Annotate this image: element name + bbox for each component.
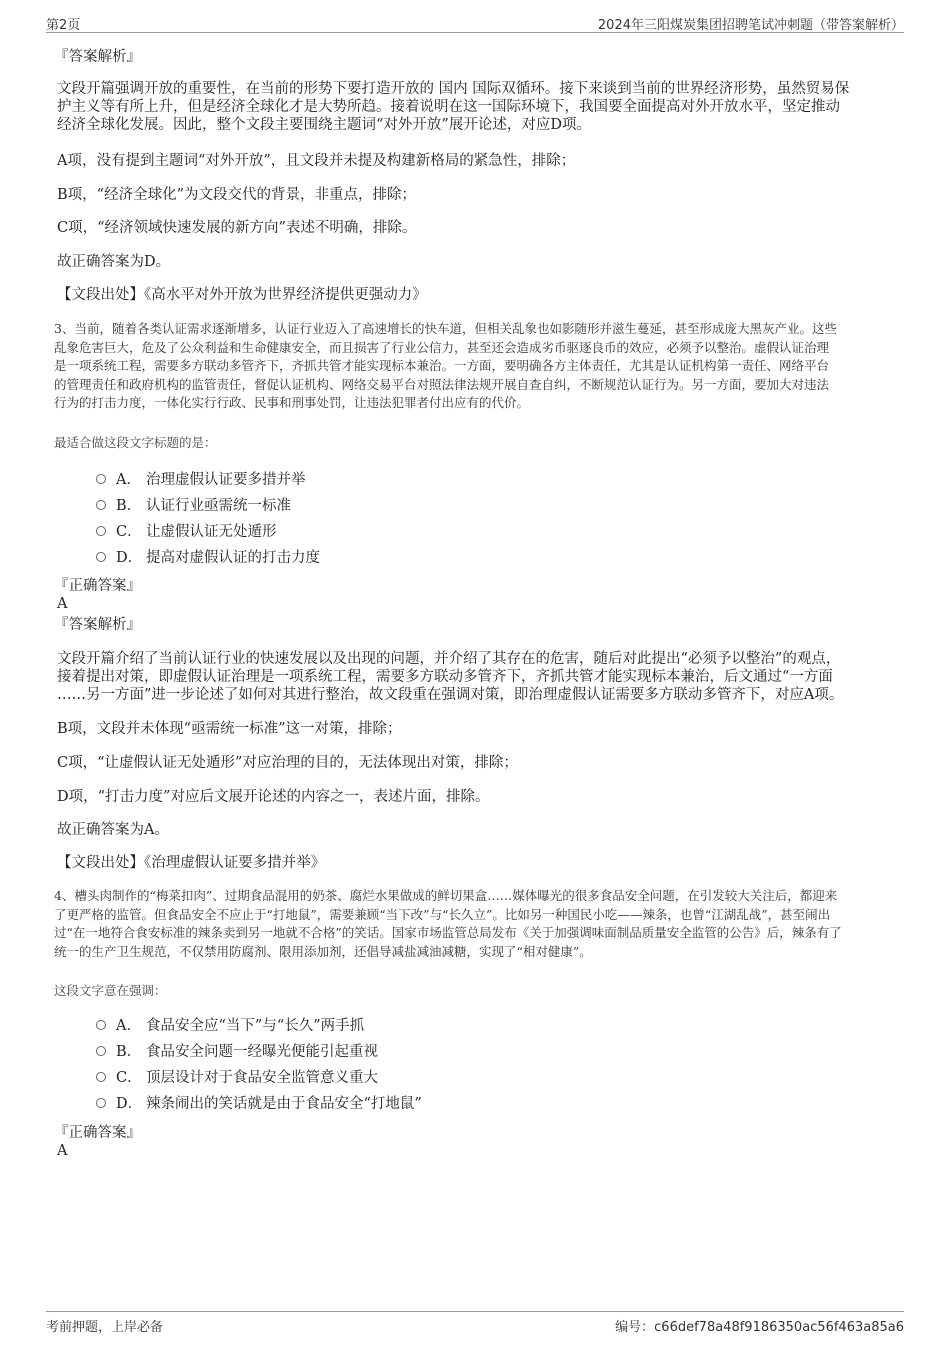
paragraph-line: 行为的打击力度，一体化实行行政、民事和刑事处罚，让违法犯罪者付出应有的代价。 bbox=[54, 395, 530, 410]
radio-icon[interactable] bbox=[96, 1020, 106, 1030]
question-3-prompt: 最适合做这段文字标题的是： bbox=[54, 435, 217, 450]
prev-option-a-analysis: A项，没有提到主题词“对外开放”，且文段并未提及构建新格局的紧急性，排除； bbox=[57, 153, 576, 169]
question-4-option-d[interactable]: D． 辣条闹出的笑话就是由于食品安全“打地鼠” bbox=[96, 1094, 422, 1114]
prev-conclusion: 故正确答案为D。 bbox=[57, 254, 171, 270]
correct-answer-label: 『正确答案』 bbox=[54, 578, 141, 594]
question-4-answer: A bbox=[57, 1143, 68, 1159]
radio-icon[interactable] bbox=[96, 500, 106, 510]
question-3-option-c[interactable]: C． 让虚假认证无处遁形 bbox=[96, 522, 277, 542]
paragraph-line: 是一项系统工程，需要多方联动多管齐下，齐抓共管才能实现标本兼治。一方面，要明确各方主体责任，尤其是认证机构第一责任、网络平台 bbox=[54, 358, 830, 373]
footer-slogan: 考前押题，上岸必备 bbox=[46, 1320, 164, 1335]
analysis-label: 『答案解析』 bbox=[54, 617, 141, 633]
prev-analysis-paragraph bbox=[54, 80, 903, 134]
paragraph-line: 的管理责任和政府机构的监管责任，督促认证机构、网络交易平台对照法律法规开展自查自纠，不断规范认证行为。另一方面，要加大对违法 bbox=[54, 376, 830, 392]
question-3-conclusion: 故正确答案为A。 bbox=[57, 822, 169, 838]
paragraph-line: 3、当前，随着各类认证需求逐渐增多，认证行业迈入了高速增长的快车道，但相关乱象也如影随形并滋生蔓延，甚至形成庞大黑灰产业。这些 bbox=[54, 321, 837, 336]
question-3-option-a[interactable]: A． 治理虚假认证要多措并举 bbox=[96, 470, 306, 490]
paragraph-line: 4、槽头肉制作的“梅菜扣肉”、过期食品混用的奶茶、腐烂水果做成的鲜切果盒……媒体曝光的很多食品安全问题，在引发较大关注后，都迎来 bbox=[54, 888, 838, 903]
paragraph-line: 过“在一地符合食安标准的辣条卖到另一地就不合格”的笑话。国家市场监管总局发布《关于加强调味面制品质量安全监管的公告》后，辣条有了 bbox=[54, 925, 842, 940]
document-code: 编号：c66def78a48f9186350ac56f463a85a6 bbox=[615, 1320, 904, 1335]
radio-icon[interactable] bbox=[96, 552, 106, 562]
question-3-option-d[interactable]: D． 提高对虚假认证的打击力度 bbox=[96, 548, 320, 568]
radio-icon[interactable] bbox=[96, 1046, 106, 1056]
paragraph-line: 护主义等有所上升，但是经济全球化才是大势所趋。接着说明在这一国际环境下，我国要全面提高对外开放水平，坚定推动 bbox=[57, 99, 840, 115]
page-header bbox=[46, 12, 904, 33]
question-4-option-b[interactable]: B． 食品安全问题一经曝光便能引起重视 bbox=[96, 1042, 378, 1062]
question-4-text bbox=[54, 887, 900, 961]
radio-icon[interactable] bbox=[96, 1098, 106, 1108]
paragraph-line: 了更严格的监管。但食品安全不应止于“打地鼠”，需要兼顾“当下改”与“长久立”。比如另一种国民小吃——辣条，也曾“江湖乱战”，甚至闹出 bbox=[54, 906, 831, 922]
document-title: 2024年三阳煤炭集团招聘笔试冲刺题（带答案解析） bbox=[597, 18, 904, 33]
question-4-option-a[interactable]: A． 食品安全应“当下”与“长久”两手抓 bbox=[96, 1016, 364, 1036]
question-3-answer: A bbox=[57, 596, 68, 612]
paragraph-line: ……另一方面”进一步论述了如何对其进行整治，故文段重在强调对策，即治理虚假认证需要多方联动多管齐下，对应A项。 bbox=[57, 687, 844, 703]
question-3-option-c-analysis: C项，“让虚假认证无处遁形”对应治理的目的，无法体现出对策，排除； bbox=[57, 755, 518, 771]
question-3-text bbox=[54, 320, 900, 413]
prev-option-b-analysis: B项，“经济全球化”为文段交代的背景，非重点，排除； bbox=[57, 187, 416, 203]
paragraph-line: 统一的生产卫生规范，不仅禁用防腐剂、限用添加剂，还倡导减盐减油减糖，实现了“相对健康”。 bbox=[54, 943, 592, 959]
correct-answer-label: 『正确答案』 bbox=[54, 1125, 141, 1141]
question-4-prompt: 这段文字意在强调： bbox=[54, 983, 167, 998]
paragraph-line: 经济全球化发展。因此，整个文段主要围绕主题词“对外开放”展开论述，对应D项。 bbox=[57, 117, 591, 133]
radio-icon[interactable] bbox=[96, 526, 106, 536]
analysis-label: 『答案解析』 bbox=[54, 49, 141, 65]
radio-icon[interactable] bbox=[96, 474, 106, 484]
question-3-analysis bbox=[54, 650, 903, 704]
question-3-source: 【文段出处】《治理虚假认证要多措并举》 bbox=[57, 855, 326, 871]
paragraph-line: 文段开篇强调开放的重要性，在当前的形势下要打造开放的 国内 国际双循环。接下来谈到当前的世界经济形势，虽然贸易保 bbox=[57, 81, 850, 97]
prev-source: 【文段出处】《高水平对外开放为世界经济提供更强动力》 bbox=[57, 287, 427, 303]
question-3-option-d-analysis: D项，“打击力度”对应后文展开论述的内容之一，表述片面，排除。 bbox=[57, 789, 490, 805]
question-3-option-b-analysis: B项，文段并未体现“亟需统一标准”这一对策，排除； bbox=[57, 721, 402, 737]
page-footer bbox=[46, 1311, 904, 1336]
paragraph-line: 接着提出对策，即虚假认证治理是一项系统工程，需要多方联动多管齐下，齐抓共管才能实现标本兼治，后文通过“一方面 bbox=[57, 669, 833, 685]
paragraph-line: 乱象危害巨大，危及了公众利益和生命健康安全，而且损害了行业公信力，甚至还会造成劣币驱逐良币的效应，必须予以整治。虚假认证治理 bbox=[54, 339, 830, 355]
page-number: 第2页 bbox=[46, 18, 81, 33]
question-3-option-b[interactable]: B． 认证行业亟需统一标准 bbox=[96, 496, 291, 516]
paragraph-line: 文段开篇介绍了当前认证行业的快速发展以及出现的问题，并介绍了其存在的危害，随后对此提出“必须予以整治”的观点， bbox=[57, 651, 841, 667]
question-4-option-c[interactable]: C． 顶层设计对于食品安全监管意义重大 bbox=[96, 1068, 378, 1088]
prev-option-c-analysis: C项，“经济领域快速发展的新方向”表述不明确，排除。 bbox=[57, 220, 417, 236]
radio-icon[interactable] bbox=[96, 1072, 106, 1082]
